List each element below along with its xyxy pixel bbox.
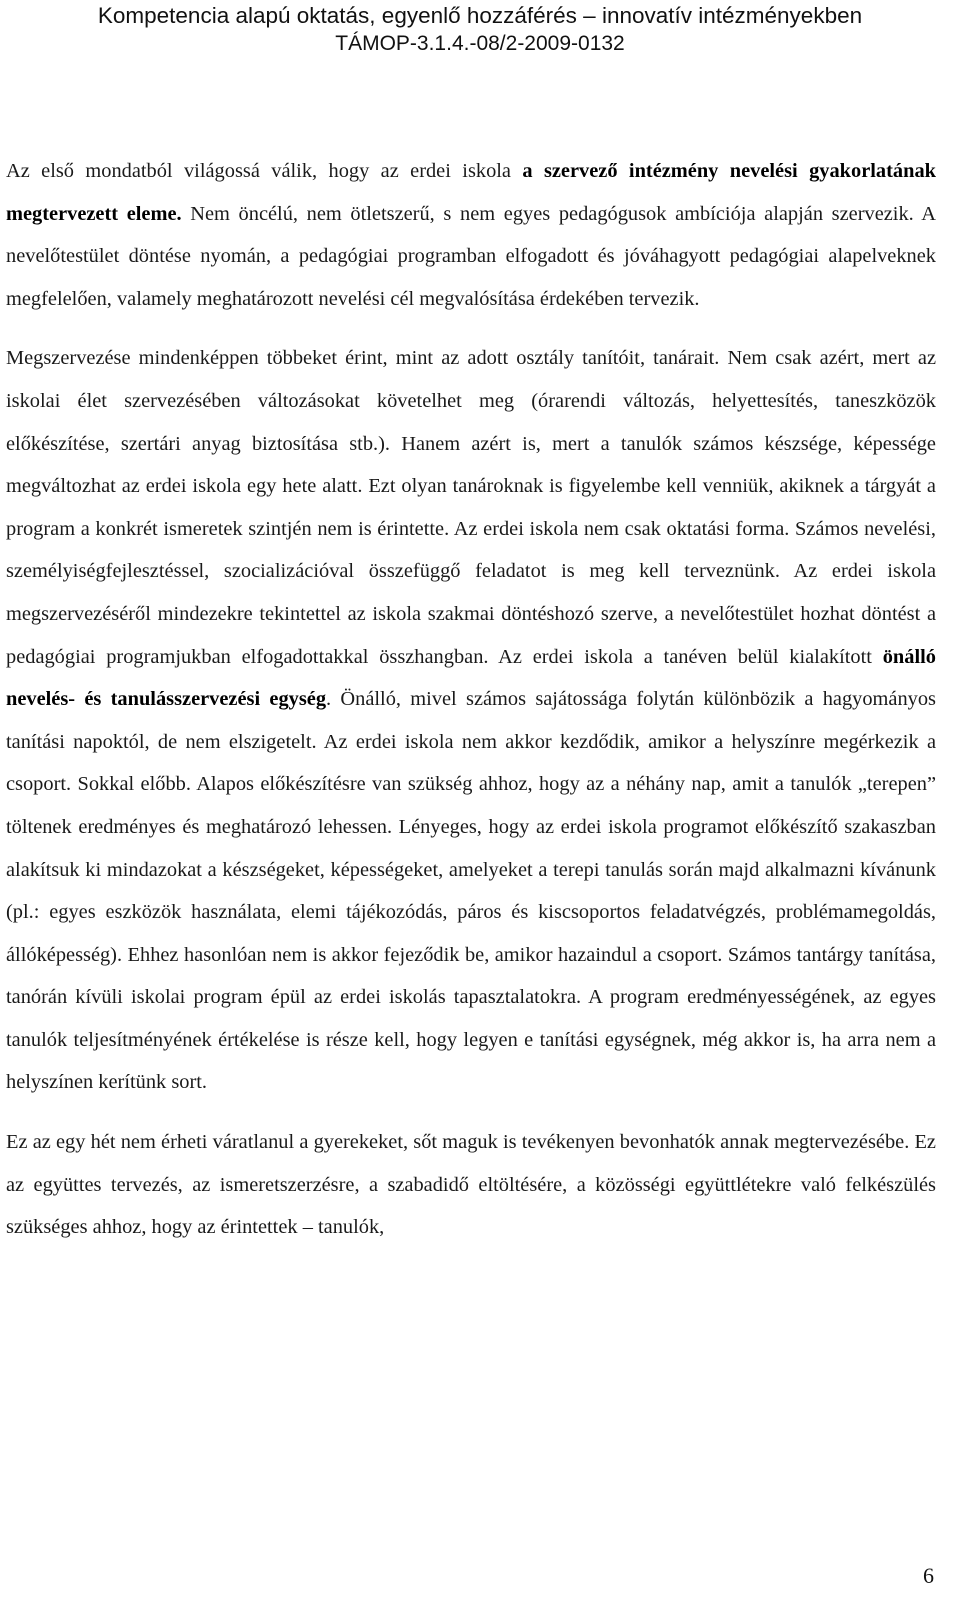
- page-number: 6: [923, 1563, 934, 1588]
- text-run: . Önálló, mivel számos sajátossága folytán különbözik a hagyományos tanítási napoktól, de nem elszigetelt. Az erdei iskola nem akkor kezdődik, amikor a helyszínre megérkezik a csoport. Sokkal előbb. Alapos előkészítésre van szükség ahhoz, hogy az a néhány nap, amit a tanulók „terepen” töltenek eredményes és meghatározó lehessen. Lényeges, hogy az erdei iskola programot előkészítő szakaszban alakítsuk ki mindazokat a készségeket, képességeket, amelyeket a terepi tanulás során majd alkalmazni kívánunk (pl.: egyes eszközök használata, elemi tájékozódás, páros és kiscsoportos feladatvégzés, problémamegoldás, állóképesség). Ehhez hasonlóan nem is akkor fejeződik be, amikor hazaindul a csoport. Számos tantárgy tanítása, tanórán kívüli iskolai program épül az erdei iskolás tapasztalatokra. A program eredményességének, az egyes tanulók teljesítményének értékelése is része kell, hogy legyen e tanítási egységnek, még akkor is, ha arra nem a helyszínen kerítünk sort.: [6, 688, 936, 1094]
- header-title: Kompetencia alapú oktatás, egyenlő hozzáférés – innovatív intézményekben: [97, 3, 863, 28]
- paragraph-1: [6, 150, 936, 320]
- text-run: Megszervezése mindenképpen többeket érint, mint az adott osztály tanítóit, tanárait. Nem csak azért, mert az iskolai élet szervezésében változásokat követelhet meg (órarendi változás, helyettesítés, taneszközök előkészítése, szertári anyag biztosítása stb.). Hanem azért is, mert a tanulók számos készsége, képessége megváltozhat az erdei iskola egy hete alatt. Ezt olyan tanároknak is figyelembe kell venniük, akiknek a tárgyát a program a konkrét ismeretek szintjén nem is érintette. Az erdei iskola nem csak oktatási forma. Számos nevelési, személyiségfejlesztéssel, szocializációval összefüggő feladatot is meg kell terveznünk. Az erdei iskola megszervezéséről mindezekre tekintettel az iskola szakmai döntéshozó szerve, a nevelőtestület hozhat döntést a pedagógiai programjukban elfogadottakkal összhangban. Az erdei iskola a tanéven belül kialakított: [6, 347, 936, 668]
- document-body: [6, 150, 936, 1249]
- text-run: Nem öncélú, nem ötletszerű, s nem egyes pedagógusok ambíciója alapján szervezik. A nevelőtestület döntése nyomán, a pedagógiai programban elfogadott és jóváhagyott pedagógiai alapelveknek megfelelően, valamely meghatározott nevelési cél megvalósítása érdekében tervezik.: [6, 202, 936, 310]
- document-header: [0, 2, 960, 58]
- bold-text-run: a szervező intézmény nevelési gyakorlatának megtervezett eleme.: [6, 160, 936, 225]
- text-run: Ez az egy hét nem érheti váratlanul a gyerekeket, sőt maguk is tevékenyen bevonhatók annak megtervezésébe. Ez az együttes tervezés, az ismeretszerzésre, a szabadidő eltöltésére, a közösségi együttlétekre való felkészülés szükséges ahhoz, hogy az érintettek – tanulók,: [6, 1131, 936, 1239]
- bold-text-run: önálló nevelés- és tanulásszervezési egység: [6, 645, 936, 711]
- text-run: Az első mondatból világossá válik, hogy az erdei iskola: [6, 160, 523, 182]
- paragraph-3: [6, 1121, 936, 1249]
- header-project-code: TÁMOP-3.1.4.-08/2-2009-0132: [335, 32, 625, 55]
- paragraph-2: [6, 337, 936, 1104]
